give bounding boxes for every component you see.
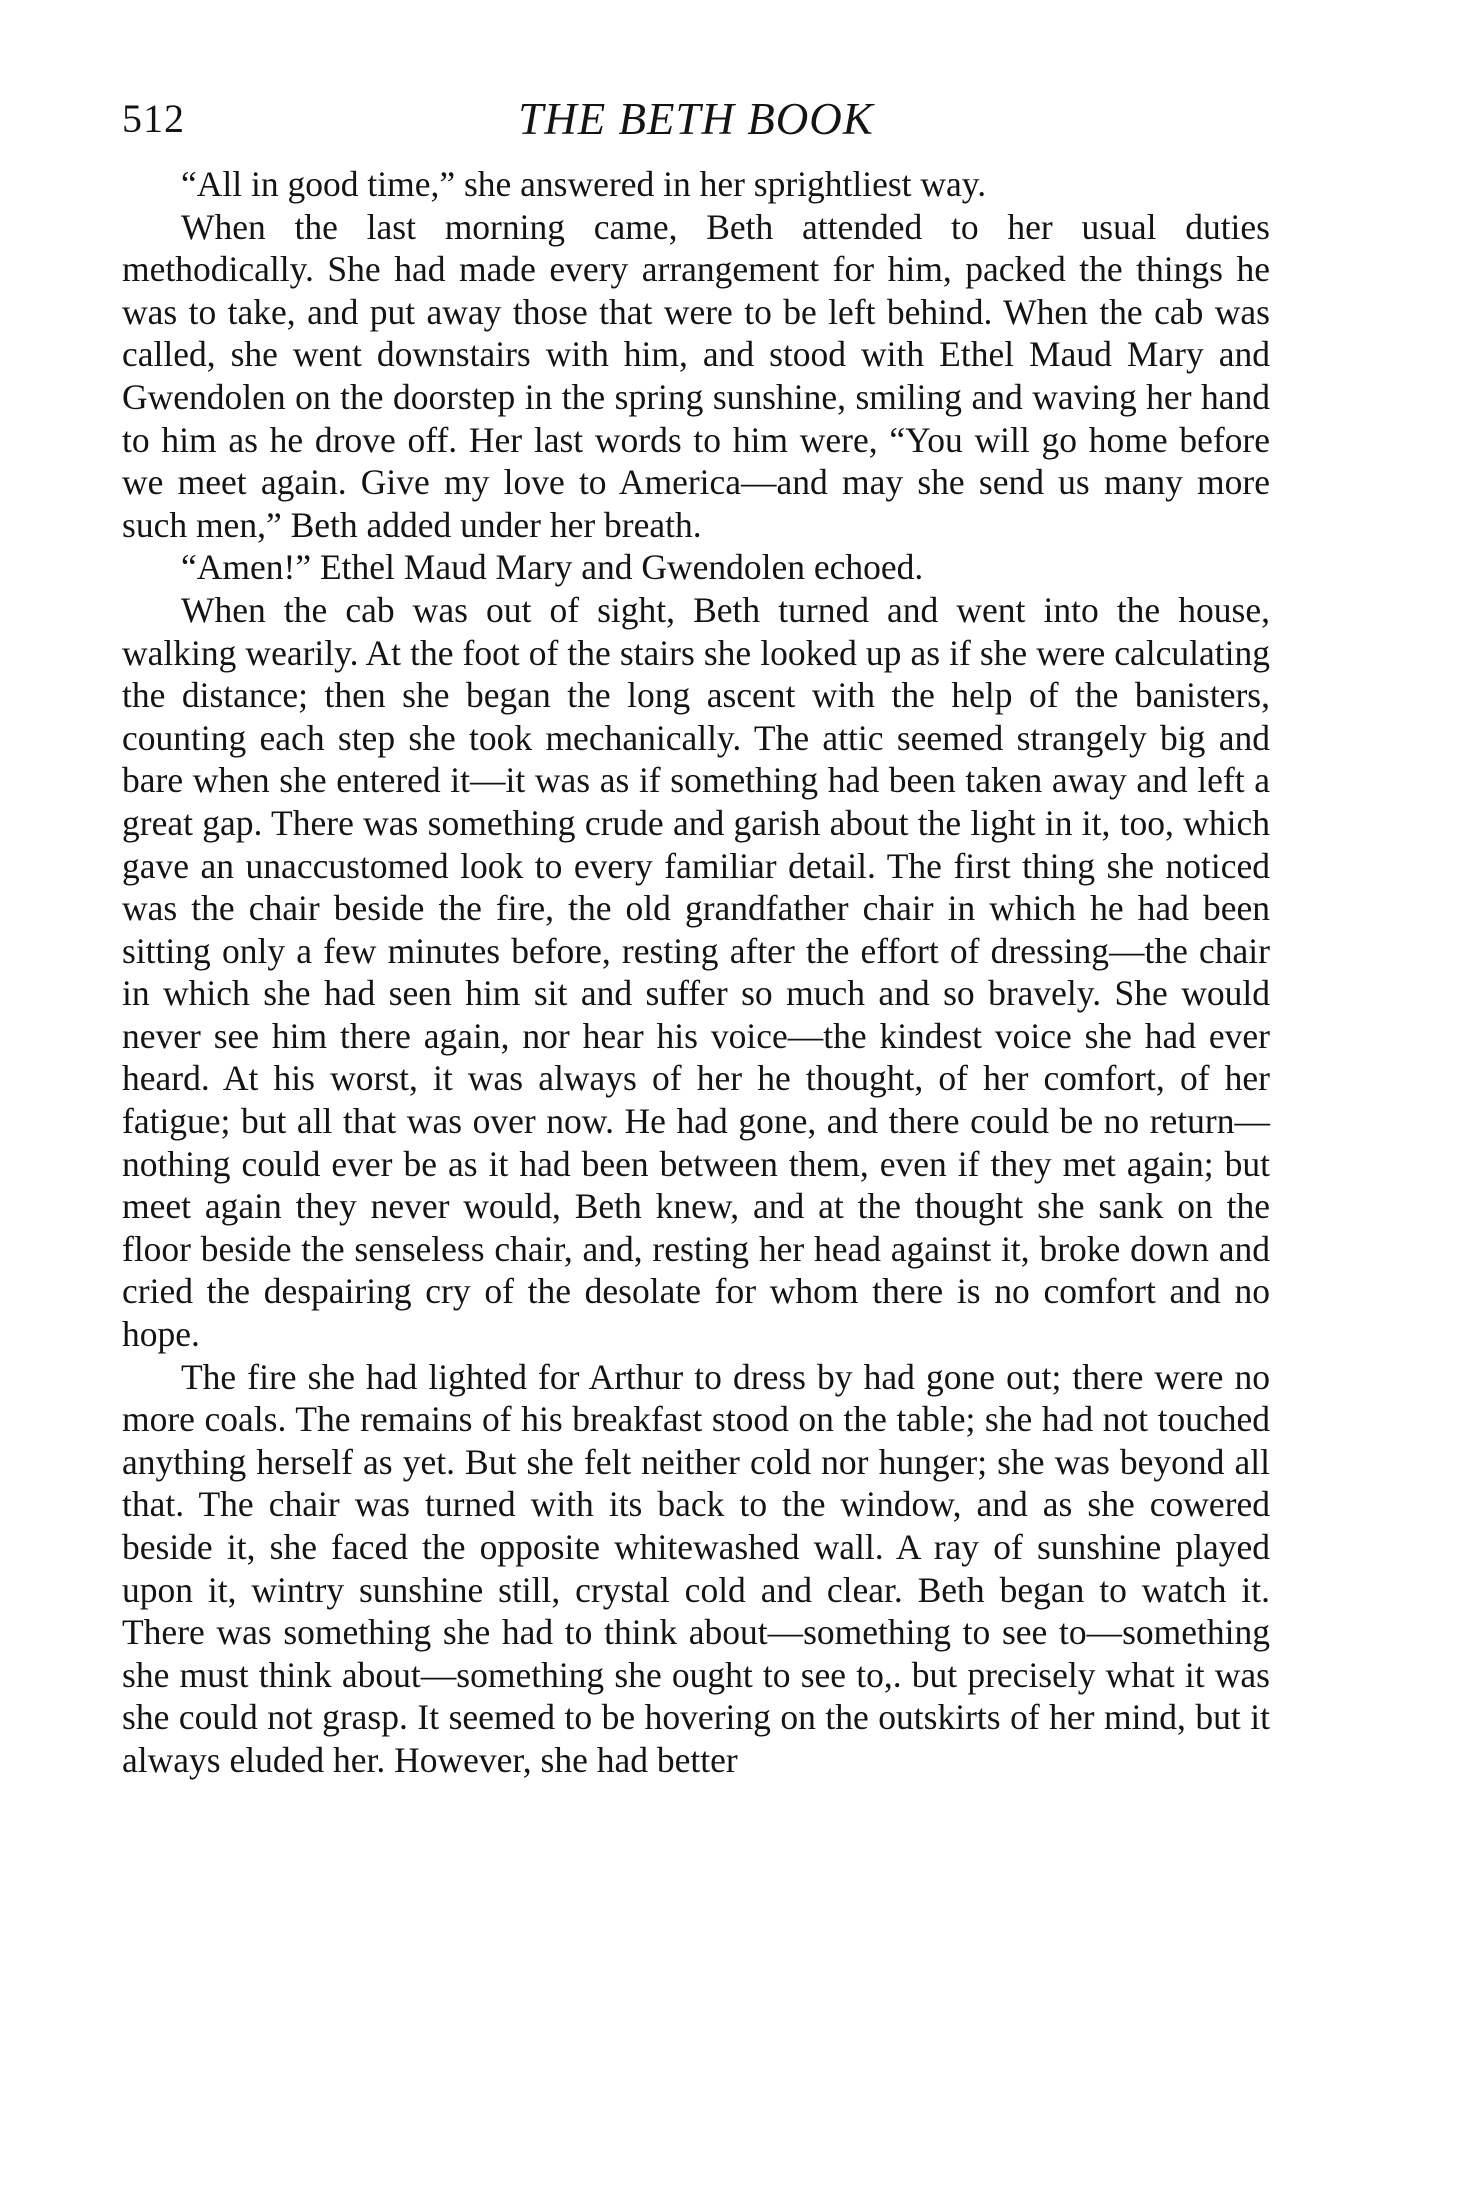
running-head bbox=[122, 84, 1270, 154]
paragraph: When the cab was out of sight, Beth turned and went into the house, walking wearily. At the foot of the stairs she looked up as if she were calculating the distance; then she began the long ascent with the help of the banisters, counting each step she took mechanically. The attic seemed strangely big and bare when she entered it—it was as if something had been taken away and left a great gap. There was something crude and garish about the light in it, too, which gave an unaccustomed look to every familiar detail. The first thing she noticed was the chair beside the fire, the old grandfather chair in which he had been sitting only a few minutes before, resting after the effort of dressing—the chair in which she had seen him sit and suffer so much and so bravely. She would never see him there again, nor hear his voice—the kindest voice she had ever heard. At his worst, it was always of her he thought, of her comfort, of her fatigue; but all that was over now. He had gone, and there could be no return—nothing could ever be as it had been between them, even if they met again; but meet again they never would, Beth knew, and at the thought she sank on the floor beside the senseless chair, and, resting her head against it, broke down and cried the despairing cry of the desolate for whom there is no comfort and no hope. bbox=[122, 589, 1270, 1355]
paragraph: The fire she had lighted for Arthur to dress by had gone out; there were no more coals. The remains of his breakfast stood on the table; she had not touched anything herself as yet. But she felt neither cold nor hunger; she was beyond all that. The chair was turned with its back to the window, and as she cowered beside it, she faced the opposite whitewashed wall. A ray of sunshine played upon it, wintry sunshine still, crystal cold and clear. Beth began to watch it. There was something she had to think about—something to see to—something she must think about—something she ought to see to,. but precisely what it was she could not grasp. It seemed to be hovering on the outskirts of her mind, but it always eluded her. However, she had better bbox=[122, 1356, 1270, 1780]
paragraph: “Amen!” Ethel Maud Mary and Gwendolen echoed. bbox=[181, 547, 924, 588]
page-number: 512 bbox=[122, 96, 185, 141]
paragraph: “All in good time,” she answered in her sprightliest way. bbox=[181, 164, 987, 204]
body-text bbox=[122, 163, 1270, 1782]
paragraph: When the last morning came, Beth attended to her usual duties methodically. She had made every arrangement for him, packed the things he was to take, and put away those that were to be left behind. When the cab was called, she went downstairs with him, and stood with Ethel Maud Mary and Gwendolen on the doorstep in the spring sunshine, smiling and waving her hand to him as he drove off. Her last words to him were, “You will go home before we meet again. Give my love to America—and may she send us many more such men,” Beth added under her breath. bbox=[122, 206, 1270, 545]
book-title: THE BETH BOOK bbox=[518, 94, 874, 144]
